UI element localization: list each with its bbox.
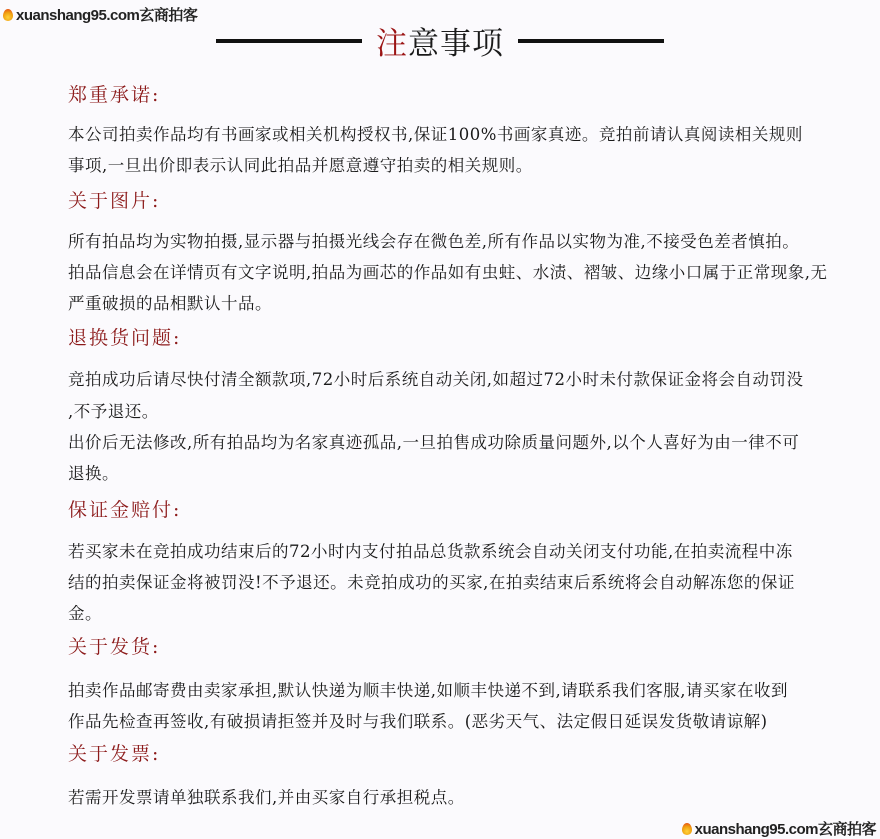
section-text-line: 拍品信息会在详情页有文字说明,拍品为画芯的作品如有虫蛀、水渍、褶皱、边缘小口属于正常现象,无 [68, 263, 828, 282]
watermark-text: xuanshang95.com玄商拍客 [16, 7, 198, 24]
title-accent-char: 注 [376, 26, 408, 62]
section-text-line: 竞拍成功后请尽快付清全额款项,72小时后系统自动关闭,如超过72小时未付款保证金将会自动罚没 [68, 370, 804, 389]
section-heading: 关于发票: [68, 743, 161, 765]
section-text-line: 严重破损的品相默认十品。 [68, 294, 272, 313]
title-rule-right [518, 39, 664, 43]
section-text-line: 拍卖作品邮寄费由卖家承担,默认快递为顺丰快递,如顺丰快递不到,请联系我们客服,请买家在收到 [68, 681, 788, 700]
title-rest: 意事项 [408, 26, 504, 62]
section-heading: 保证金赔付: [68, 499, 182, 521]
section-text-line: 若买家未在竞拍成功结束后的72小时内支付拍品总货款系统会自动关闭支付功能,在拍卖流程中冻 [68, 542, 793, 561]
title-rule-left [216, 39, 362, 43]
section-text-line: 结的拍卖保证金将被罚没!不予退还。未竞拍成功的买家,在拍卖结束后系统将会自动解冻您的保证 [68, 573, 795, 592]
section-text-line: ,不予退还。 [68, 402, 159, 421]
section-text-line: 事项,一旦出价即表示认同此拍品并愿意遵守拍卖的相关规则。 [68, 156, 533, 175]
flame-icon [682, 823, 692, 835]
section-text-line: 出价后无法修改,所有拍品均为名家真迹孤品,一旦拍售成功除质量问题外,以个人喜好为由一律不可 [68, 433, 800, 452]
section-text-line: 退换。 [68, 464, 119, 483]
page-title [376, 18, 504, 63]
watermark-text: xuanshang95.com玄商拍客 [694, 821, 876, 838]
section-heading: 郑重承诺: [68, 84, 161, 106]
section-text-line: 金。 [68, 604, 102, 623]
section-heading: 退换货问题: [68, 327, 182, 349]
section-text-line: 本公司拍卖作品均有书画家或相关机构授权书,保证100%书画家真迹。竞拍前请认真阅读相关规则 [68, 125, 803, 144]
section-text-line: 若需开发票请单独联系我们,并由买家自行承担税点。 [68, 788, 465, 807]
section-heading: 关于图片: [68, 190, 161, 212]
page-title-row [0, 18, 880, 63]
section-heading: 关于发货: [68, 636, 161, 658]
section-text-line: 所有拍品均为实物拍摄,显示器与拍摄光线会存在微色差,所有作品以实物为准,不接受色差者慎拍。 [68, 232, 800, 251]
watermark-logo-bottom [682, 818, 876, 839]
section-text-line: 作品先检查再签收,有破损请拒签并及时与我们联系。(恶劣天气、法定假日延误发货敬请谅解) [68, 712, 768, 731]
